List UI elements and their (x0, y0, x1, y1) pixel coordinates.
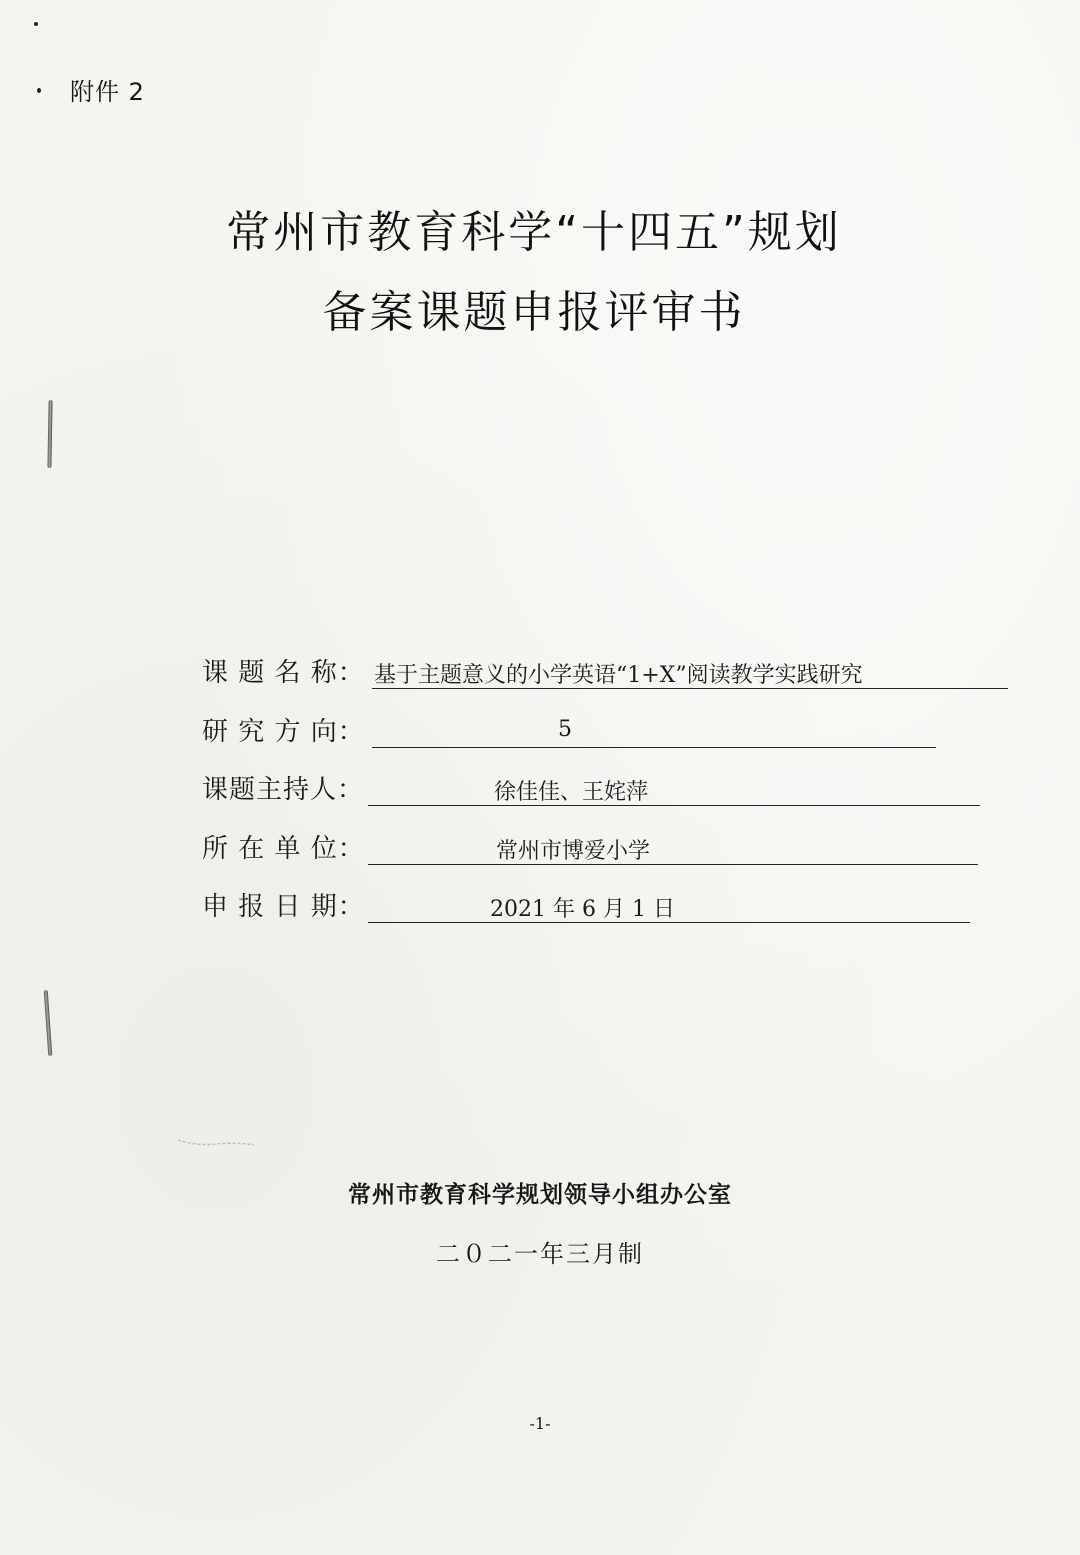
field-label: 申 报 日 期： (202, 892, 365, 922)
application-info-form (202, 648, 1022, 941)
document-title-line-2: 备案课题申报评审书 (322, 287, 746, 338)
field-value-research-direction: 5 (558, 716, 572, 742)
page-number: -1- (529, 1414, 551, 1433)
field-project-name (202, 648, 1022, 707)
underline (368, 864, 978, 865)
scan-smudge (176, 1136, 256, 1150)
field-institution (202, 824, 1022, 883)
field-project-host (202, 765, 1022, 824)
field-label: 所 在 单 位： (202, 833, 365, 864)
scan-speck (37, 88, 41, 93)
issue-date: 二０二一年三月制 (436, 1240, 644, 1268)
field-label: 课 题 名 称： (202, 658, 365, 688)
underline (372, 747, 936, 748)
field-value-project-host: 徐佳佳、王姹萍 (494, 780, 649, 805)
field-application-date (202, 882, 1022, 941)
field-label: 课题主持人： (202, 775, 365, 805)
field-value-application-date: 2021 年 6 月 1 日 (490, 897, 675, 922)
binding-staple (47, 400, 52, 468)
document-title-line-1: 常州市教育科学“十四五”规划 (226, 207, 842, 258)
field-research-direction (202, 707, 1022, 766)
binding-staple (44, 990, 53, 1056)
underline (368, 805, 980, 806)
scan-speck (34, 22, 38, 26)
field-value-project-name: 基于主题意义的小学英语“1+X”阅读教学实践研究 (374, 663, 863, 688)
field-label: 研 究 方 向： (202, 716, 365, 747)
field-value-institution: 常州市博爱小学 (496, 838, 651, 864)
issuing-office: 常州市教育科学规划领导小组办公室 (348, 1181, 732, 1208)
attachment-label: 附件 2 (70, 78, 145, 106)
